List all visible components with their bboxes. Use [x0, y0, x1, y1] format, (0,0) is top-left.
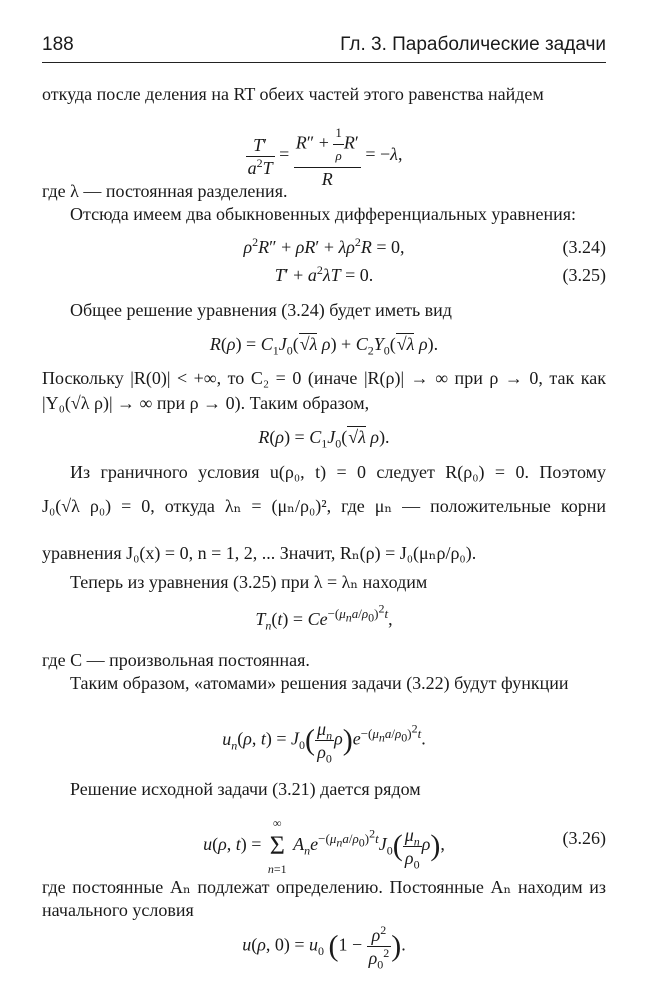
paragraph-6b: J₀(√λ ρ₀) = 0, откуда λₙ = (μₙ/ρ₀)², где μₙ — положительные корни [42, 496, 606, 516]
paragraph-5b: |Y₀(√λ ρ)| → ∞ при ρ → 0). Таким образом, [42, 393, 370, 413]
paragraph-6c: уравнения J₀(x) = 0, n = 1, 2, ... Значит, Rₙ(ρ) = J₀(μₙρ/ρ₀). [42, 543, 477, 563]
paragraph-9: Таким образом, «атомами» решения задачи (3.22) будут функции [70, 673, 569, 693]
paragraph-6a: Из граничного условия u(ρ₀, t) = 0 следует R(ρ₀) = 0. Поэтому [70, 462, 606, 482]
paragraph-10: Решение исходной задачи (3.21) дается рядом [70, 779, 421, 799]
paragraph-11a: где постоянные Aₙ подлежат определению. Постоянные Aₙ находим из [42, 877, 606, 897]
paragraph-7: Теперь из уравнения (3.25) при λ = λₙ находим [70, 572, 428, 592]
running-header [42, 30, 606, 64]
paragraph-2: где λ — постоянная разделения. [42, 181, 288, 201]
equation-number-3-26: (3.26) [562, 828, 606, 848]
paragraph-4: Общее решение уравнения (3.24) будет иметь вид [70, 300, 452, 320]
paragraph-5a: Поскольку |R(0)| < +∞, то C₂ = 0 (иначе |R(ρ)| → ∞ при ρ → 0, так как [42, 368, 606, 388]
equation-number-3-25: (3.25) [562, 265, 606, 285]
paragraph-11b: начального условия [42, 900, 194, 920]
paragraph-1: откуда после деления на RT обеих частей этого равенства найдем [42, 84, 544, 104]
equation-atoms: $u_n(\rho$, $t) = J_0$( $\frac{\mu_n}{\rho_0}$ $\rho)e^{-(\mu_na/\rho_0)^2t}$. [222, 719, 426, 766]
header-rule [42, 62, 606, 63]
equation-3-25: $T' + a^2\lambda T = 0$. [274, 263, 374, 285]
equation-initial-condition: u(ρ, $0) = u_0$ (1 − $\frac{\rho^2}{\rho_0^2}$ ). [242, 923, 406, 972]
equation-number-3-24: (3.24) [562, 237, 606, 257]
equation-3-26: u(ρ, t) = ∞ Σ n=1 $A_ne^{-(\mu_na/\rho_0)^2t}J_0$( $\frac{\mu_n}{\rho_0}$ ρ), [203, 816, 445, 876]
chapter-title: Гл. 3. Параболические задачи [340, 34, 606, 55]
paragraph-8: где C — произвольная постоянная. [42, 650, 310, 670]
page-number: 188 [42, 34, 74, 55]
equation-general-solution: $R(\rho) = C_1J_0(√\lambda$ $\rho) + C_2Y_0(√\lambda$ ρ). [209, 334, 439, 358]
equation-bounded-solution: $R(\rho) = C_1J_0(√\lambda$ ρ). [258, 427, 390, 451]
equation-Tn: $T_n(t) = Ce^{-(\mu_na/\rho_0)^2t}$, [255, 601, 393, 633]
equation-3-24: $\rho^2R'' + \rho R' + \lambda\rho^2R = 0$, [243, 235, 405, 257]
equation-separation: $\frac{T'}{a^2T}$ = R″ + $\frac{1}{\rho}$ R′ R = −λ, [42, 122, 606, 172]
paragraph-3: Отсюда имеем два обыкновенных дифференциальных уравнения: [70, 204, 577, 224]
